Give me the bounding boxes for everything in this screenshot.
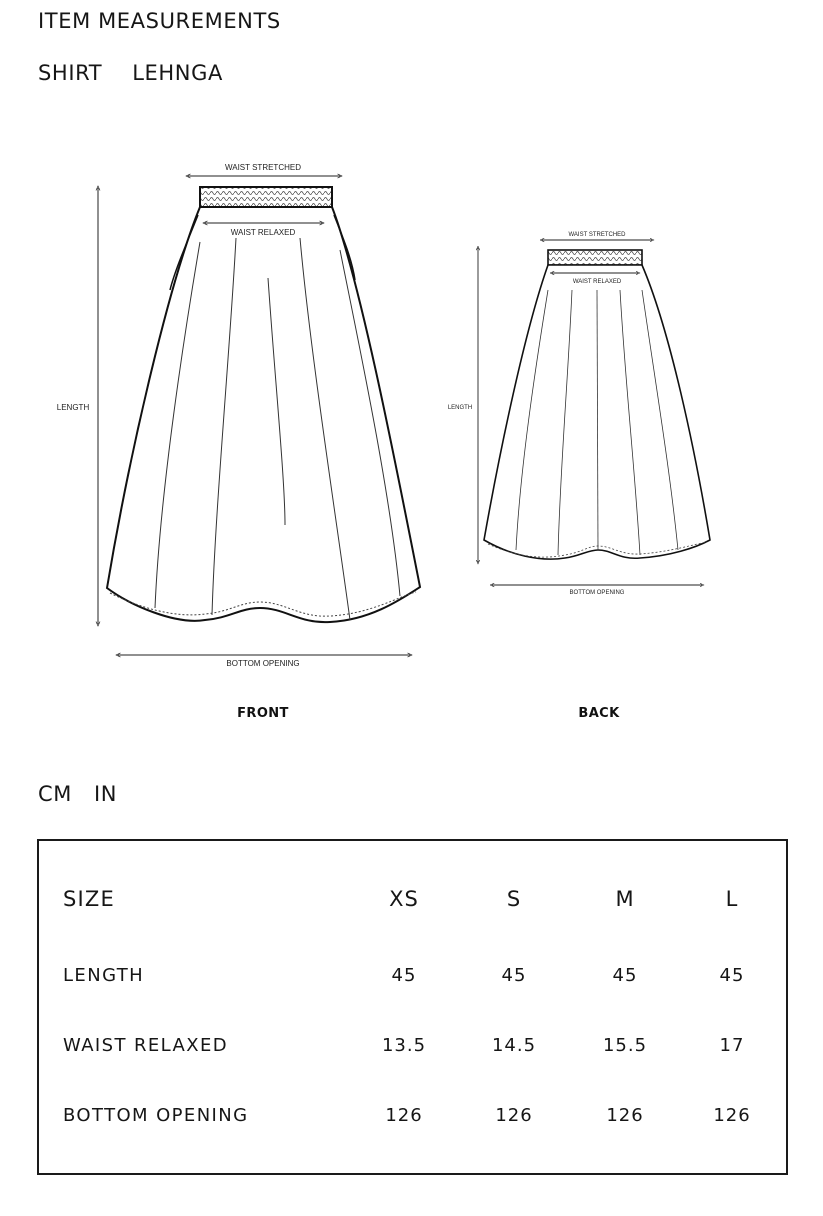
table-cell: 15.5 <box>602 1034 648 1056</box>
table-row <box>39 955 786 995</box>
row-label: WAIST RELAXED <box>63 1034 228 1056</box>
front-length-label: LENGTH <box>56 403 90 412</box>
table-row <box>39 1095 786 1135</box>
size-column-header: L <box>725 887 739 911</box>
table-cell: 45 <box>501 964 527 986</box>
front-bottom-opening-label: BOTTOM OPENING <box>226 659 300 668</box>
table-cell: 13.5 <box>381 1034 427 1056</box>
product-tabs <box>38 61 223 85</box>
table-cell: 45 <box>719 964 745 986</box>
front-skirt <box>57 163 420 668</box>
front-waistband <box>200 187 332 207</box>
table-header-row <box>39 879 786 919</box>
tab-shirt[interactable]: SHIRT <box>38 61 103 85</box>
measurement-diagram <box>0 130 823 740</box>
unit-tab-in[interactable]: IN <box>93 782 118 806</box>
front-waist-relaxed-label: WAIST RELAXED <box>230 228 296 237</box>
size-column-header: XS <box>389 887 419 911</box>
back-view-label: BACK <box>578 706 620 721</box>
size-column-header: M <box>615 887 635 911</box>
front-view-label: FRONT <box>237 706 289 721</box>
tab-lehnga[interactable]: LEHNGA <box>132 61 223 85</box>
back-skirt <box>448 232 710 596</box>
table-cell: 126 <box>385 1104 423 1126</box>
table-cell: 14.5 <box>491 1034 537 1056</box>
skirt-illustration <box>0 130 823 730</box>
unit-tab-cm[interactable]: CM <box>38 782 72 806</box>
back-waistband <box>548 250 642 265</box>
table-cell: 126 <box>495 1104 533 1126</box>
table-cell: 17 <box>719 1034 745 1056</box>
size-header-label: SIZE <box>63 887 115 911</box>
back-bottom-opening-label: BOTTOM OPENING <box>569 590 625 596</box>
back-waist-stretched-label: WAIST STRETCHED <box>568 232 626 238</box>
back-waist-relaxed-label: WAIST RELAXED <box>572 279 622 285</box>
table-cell: 45 <box>391 964 417 986</box>
table-row <box>39 1025 786 1065</box>
table-cell: 126 <box>713 1104 751 1126</box>
row-label: BOTTOM OPENING <box>63 1104 249 1126</box>
table-cell: 126 <box>606 1104 644 1126</box>
size-table <box>37 839 788 1175</box>
row-label: LENGTH <box>63 964 145 986</box>
back-length-label: LENGTH <box>447 405 473 411</box>
page-title: ITEM MEASUREMENTS <box>38 9 281 33</box>
table-cell: 45 <box>612 964 638 986</box>
front-waist-stretched-label: WAIST STRETCHED <box>224 163 302 172</box>
size-column-header: S <box>506 887 522 911</box>
unit-tabs <box>38 782 117 806</box>
